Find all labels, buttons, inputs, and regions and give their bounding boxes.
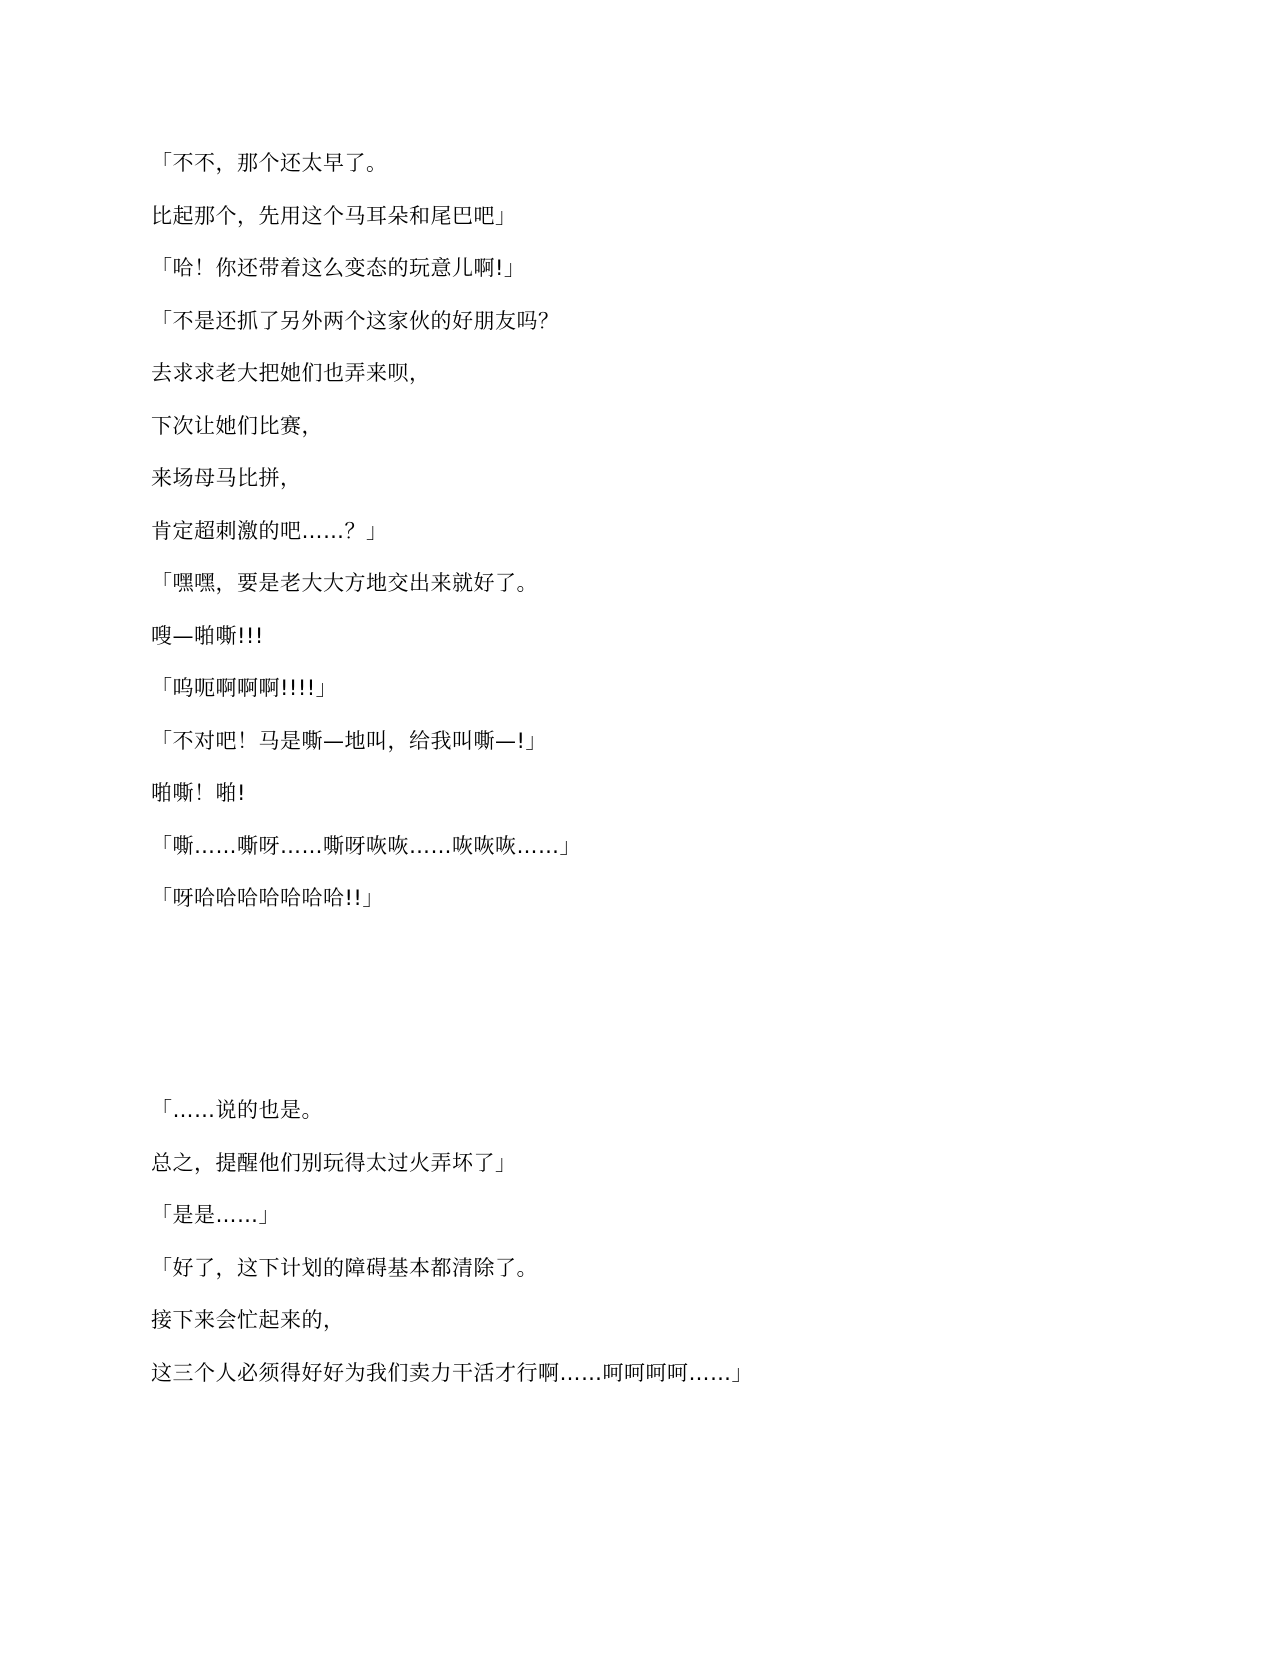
text-line: 「……说的也是。 <box>151 1098 323 1122</box>
text-line: 下次让她们比赛， <box>151 413 323 438</box>
text-section-2 <box>151 1094 1151 1409</box>
text-line: 总之，提醒他们别玩得太过火弄坏了」 <box>151 1150 517 1175</box>
text-line: 去求求老大把她们也弄来呗， <box>151 361 431 385</box>
text-line: 比起那个，先用这个马耳朵和尾巴吧」 <box>151 203 517 228</box>
text-section-1 <box>151 147 1151 935</box>
text-line: 「不是还抓了另外两个这家伙的好朋友吗？ <box>151 308 560 333</box>
text-line: 这三个人必须得好好为我们卖力干活才行啊……呵呵呵呵……」 <box>151 1360 753 1385</box>
text-line: 「嘶……嘶呀……嘶呀咴咴……咴咴咴……」 <box>151 833 581 858</box>
text-line: 「是是……」 <box>151 1203 280 1227</box>
text-line: 「嘿嘿，要是老大大方地交出来就好了。 <box>151 571 538 595</box>
text-line: 嗖—啪嘶!!! <box>151 623 264 648</box>
text-line: 「不对吧！马是嘶—地叫，给我叫嘶—!」 <box>151 728 547 753</box>
text-line: 接下来会忙起来的， <box>151 1308 345 1332</box>
text-line: 「不不，那个还太早了。 <box>151 151 388 175</box>
text-line: 肯定超刺激的吧……？」 <box>151 518 388 543</box>
text-line: 「好了，这下计划的障碍基本都清除了。 <box>151 1255 538 1280</box>
text-line: 「呜呃啊啊啊!!!!」 <box>151 676 338 700</box>
text-line: 「哈！你还带着这么变态的玩意儿啊!」 <box>151 256 526 280</box>
text-line: 「呀哈哈哈哈哈哈哈!!」 <box>151 886 384 910</box>
text-line: 啪嘶！啪! <box>151 781 246 805</box>
text-line: 来场母马比拼， <box>151 466 302 490</box>
